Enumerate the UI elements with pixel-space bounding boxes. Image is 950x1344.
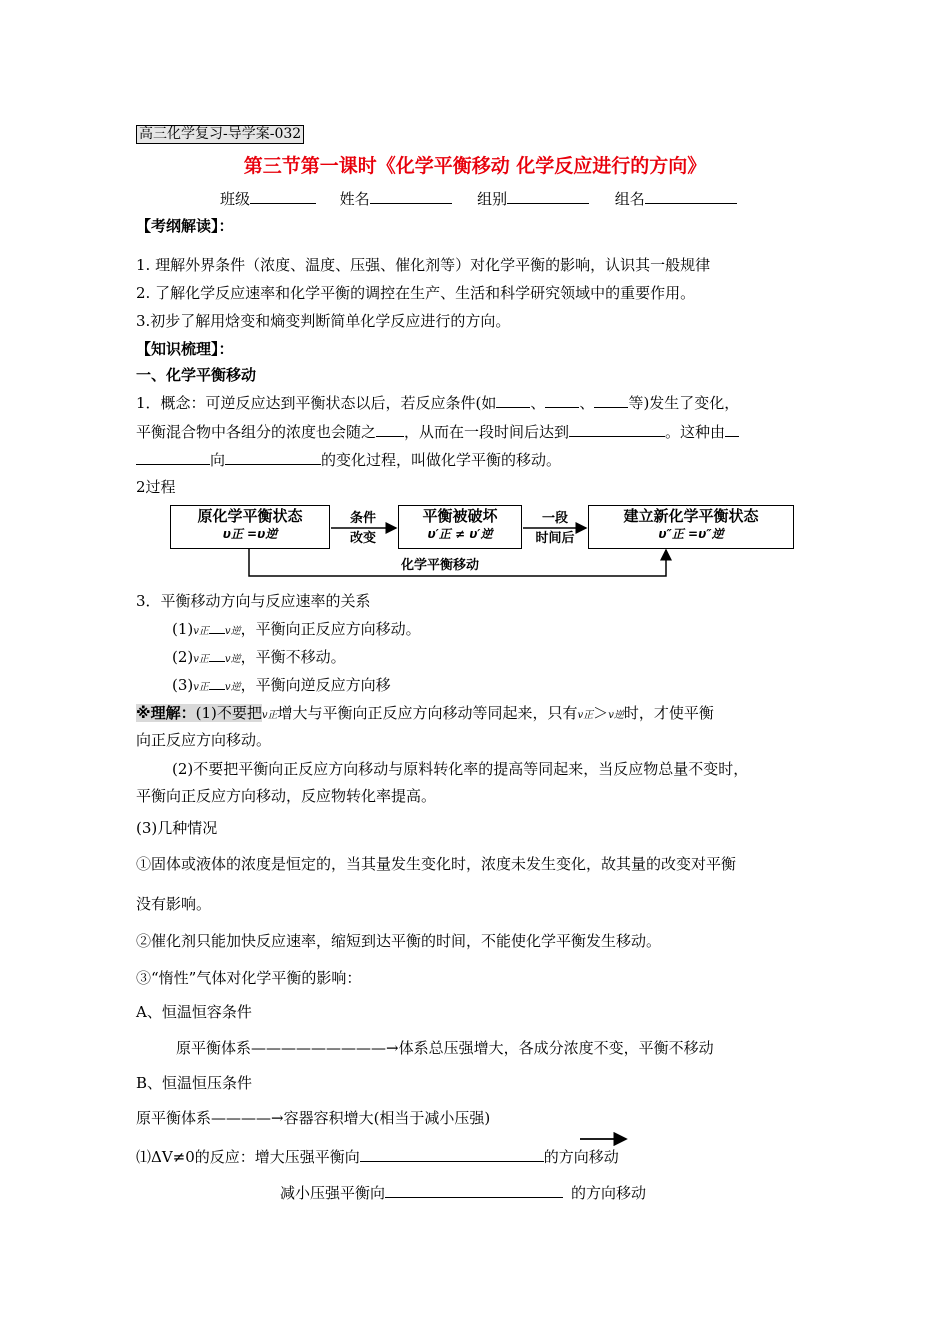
concept-text-d: ，从而在一段时间后达到 [404,423,570,441]
section-kaogang: 【考纲解读】： [136,217,234,235]
sub: 逆 [230,626,241,637]
v: v [193,654,199,665]
text: 的方向移动 [571,1184,647,1202]
case-d1 [136,1146,619,1167]
text: ，平衡向正反应方向移动。 [240,620,421,638]
kaogang-item-1: 1. 理解外界条件（浓度、温度、压强、催化剂等）对化学平衡的影响，认识其一般规律 [136,256,711,274]
num: (1) [172,620,194,638]
box-formula: υ″正 =υ″逆 [658,527,724,541]
kaogang-item-2: 2. 了解化学反应速率和化学平衡的调控在生产、生活和科学研究领域中的重要作用。 [136,284,696,302]
num: (3) [172,676,194,694]
understanding-p2-cont: 平衡向正反应方向移动，反应物转化率提高。 [136,787,437,805]
box-formula: υ正 =υ逆 [222,527,278,541]
understanding-p1 [136,703,714,726]
text: ⑴ΔV≠0的反应：增大压强平衡向 [136,1148,360,1166]
blank[interactable] [209,618,225,634]
concept-text-g: 的变化过程，叫做化学平衡的移动。 [321,451,562,469]
text: ，平衡向逆反应方向移 [240,676,391,694]
group-label: 组别 [477,190,508,208]
section-part1: 一、化学平衡移动 [136,366,257,384]
doc-tag: 高三化学复习-导学案-032 [136,125,304,144]
v: v [608,710,614,721]
sep: 、 [530,394,546,412]
shift-label: 化学平衡移动 [350,557,530,575]
arrow2-label-bottom: 时间后 [535,531,575,546]
concept-text-f: 向 [210,451,226,469]
concept-text-a: 1．概念：可逆反应达到平衡状态以后，若反应条件(如 [136,394,497,412]
group-name-label: 组名 [614,190,645,208]
concept-text-c: 平衡混合物中各组分的浓度也会随之 [136,423,377,441]
v: v [193,682,199,693]
v: v [224,626,231,637]
sub: 逆 [230,682,241,693]
text: 减小压强平衡向 [280,1184,386,1202]
case-1: ①固体或液体的浓度是恒定的，当其量发生变化时，浓度未发生变化，故其量的改变对平衡 [136,855,737,873]
arrow1-label-bottom: 改变 [349,531,376,546]
name-label: 姓名 [339,190,370,208]
sub: 正 [267,710,278,721]
case-2: ②催化剂只能加快反应速率，缩短到达平衡的时间，不能使化学平衡发生移动。 [136,932,662,950]
sub: 正 [198,654,209,665]
case-a-line: 原平衡体系—————————→体系总压强增大，各成分浓度不变，平衡不移动 [176,1039,714,1057]
sub: 正 [198,626,209,637]
case-d2 [280,1182,646,1203]
case-a-heading: A、恒温恒容条件 [136,1003,252,1021]
sub: 逆 [613,710,624,721]
v: v [261,710,268,721]
box-formula: υ′正 ≠ υ′逆 [427,527,493,541]
text: 时，才使平衡 [623,704,714,722]
box-title: 建立新化学平衡状态 [623,507,759,525]
sep: 、 [579,394,595,412]
understanding-p1-cont: 向正反应方向移动。 [136,731,272,749]
blank[interactable] [385,1182,563,1198]
text: (1)不要把 [195,704,262,722]
arrow1-label-top: 条件 [349,511,376,526]
sub: 逆 [230,654,241,665]
class-label: 班级 [220,190,251,208]
cases-heading: (3)几种情况 [136,819,218,837]
sub: 正 [198,682,209,693]
understanding-label: ※理解： [136,704,196,722]
v: v [193,626,199,637]
box-title: 平衡被破坏 [422,507,498,525]
text: 增大与平衡向正反应方向移动等同起来，只有 [277,704,578,722]
process-heading: 2过程 [136,478,176,496]
text: ，平衡不移动。 [240,648,346,666]
blank[interactable] [209,674,225,690]
case-b-heading: B、恒温恒压条件 [136,1074,253,1092]
understanding-p2: (2)不要把平衡向正反应方向移动与原料转化率的提高等同起来，当反应物总量不变时， [172,760,749,778]
text: 的方向移动 [543,1148,619,1166]
relation-heading: 3．平衡移动方向与反应速率的关系 [136,592,371,610]
page-title: 第三节第一课时《化学平衡移动 化学反应进行的方向》 [243,155,707,177]
arrow2-label-top: 一段 [541,511,568,526]
blank[interactable] [360,1146,544,1162]
concept-text-b: 等)发生了变化， [628,394,740,412]
blank[interactable] [209,646,225,662]
sub: 正 [583,710,594,721]
v: v [577,710,584,721]
case-1-cont: 没有影响。 [136,895,212,913]
relation-item-2 [172,646,346,670]
gt: ＞ [593,704,609,722]
section-zhishi: 【知识梳理】： [136,340,234,358]
relation-item-3 [172,674,391,698]
concept-text-e: 。这种由 [665,423,726,441]
num: (2) [172,648,194,666]
case-3: ③“惰性”气体对化学平衡的影响： [136,969,362,987]
relation-item-1 [172,618,421,642]
v: v [224,682,231,693]
v: v [224,654,231,665]
kaogang-item-3: 3.初步了解用焓变和熵变判断简单化学反应进行的方向。 [136,312,511,330]
case-b-line: 原平衡体系————→容器容积增大(相当于减小压强) [136,1109,491,1127]
box-title: 原化学平衡状态 [197,507,303,525]
